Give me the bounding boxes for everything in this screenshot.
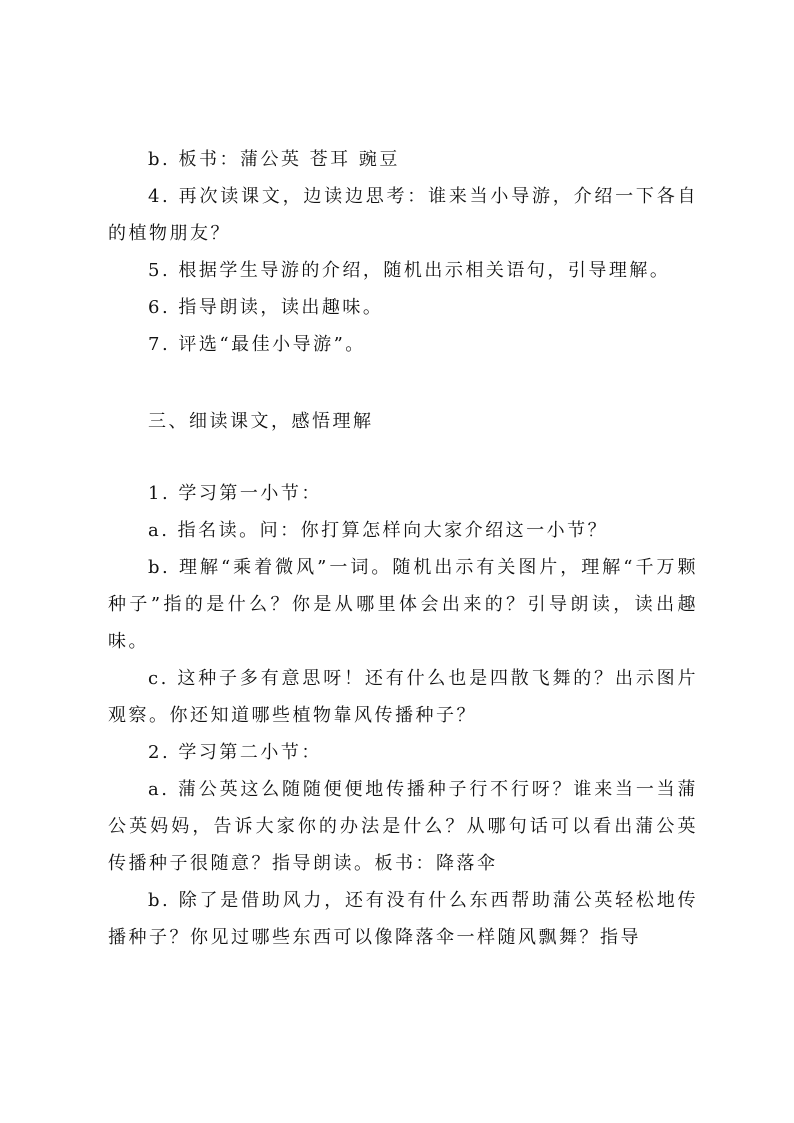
paragraph-section-1-c: c. 这种子多有意思呀！还有什么也是四散飞舞的？出示图片观察。你还知道哪些植物靠风传播种子？	[108, 668, 698, 726]
paragraph-step-4: 4. 再次读课文，边读边思考：谁来当小导游，介绍一下各自的植物朋友？	[108, 186, 698, 244]
paragraph-step-6: 6. 指导朗读，读出趣味。	[148, 297, 384, 318]
paragraph-section-1-b: b. 理解“乘着微风”一词。随机出示有关图片，理解“千万颗种子”指的是什么？你是从哪里体会出来的？引导朗读，读出趣味。	[108, 557, 698, 652]
paragraph-section-1-a: a. 指名读。问：你打算怎样向大家介绍这一小节？	[148, 520, 609, 541]
paragraph-section-2-b: b. 除了是借助风力，还有没有什么东西帮助蒲公英轻松地传播种子？你见过哪些东西可以像降落伞一样随风飘舞？指导	[108, 890, 698, 948]
spacer	[108, 440, 698, 475]
paragraph-step-5: 5. 根据学生导游的介绍，随机出示相关语句，引导理解。	[148, 260, 671, 281]
document-body	[108, 141, 698, 956]
paragraph-section-2-a: a. 蒲公英这么随随便便地传播种子行不行呀？谁来当一当蒲公英妈妈，告诉大家你的办法是什么？从哪句话可以看出蒲公英传播种子很随意？指导朗读。板书：降落伞	[108, 779, 698, 874]
section-heading-3: 三、细读课文，感悟理解	[148, 411, 374, 432]
paragraph-section-1-title: 1. 学习第一小节：	[148, 483, 322, 504]
paragraph-section-2-title: 2. 学习第二小节：	[148, 742, 322, 763]
paragraph-blackboard-1: b. 板书：蒲公英 苍耳 豌豆	[148, 149, 400, 170]
spacer	[108, 363, 698, 403]
paragraph-step-7: 7. 评选“最佳小导游”。	[148, 334, 366, 355]
